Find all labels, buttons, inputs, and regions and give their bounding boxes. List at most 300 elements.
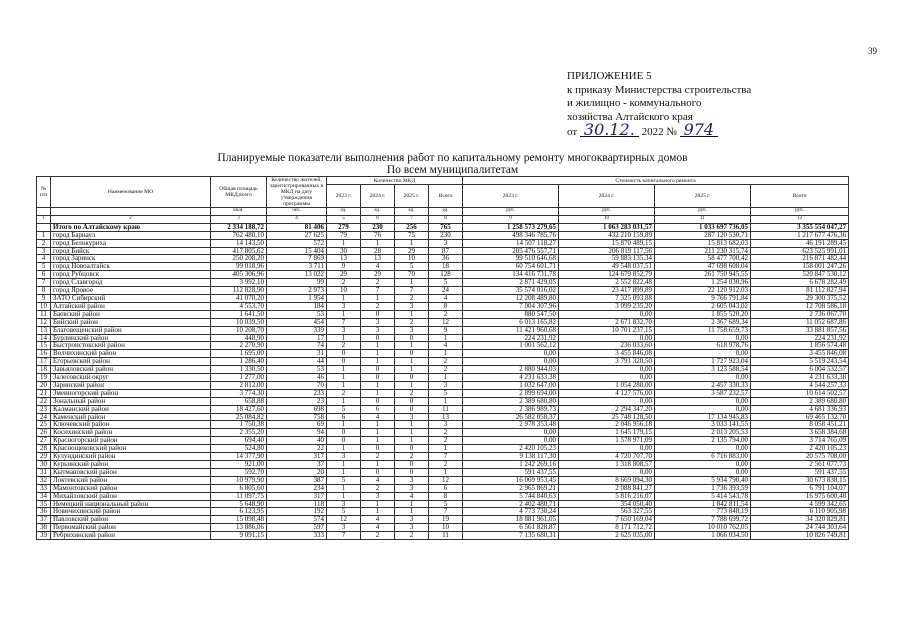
- table-cell: 79: [327, 231, 361, 239]
- header-count-2023: 2023 г.: [327, 185, 361, 208]
- table-cell: 1 217 677 476,36: [751, 231, 849, 239]
- table-cell: 19: [37, 374, 51, 382]
- table-cell: 1: [361, 508, 395, 516]
- table-cell: 0,00: [559, 366, 655, 374]
- table-cell: 1: [327, 381, 361, 389]
- table-cell: 694,40: [211, 437, 267, 445]
- table-cell: 1: [395, 358, 429, 366]
- table-cell: 28: [37, 445, 51, 453]
- table-cell: 10 208,70: [211, 326, 267, 334]
- table-cell: 38: [37, 524, 51, 532]
- table-cell: 1 954: [267, 294, 327, 302]
- table-cell: руб.: [463, 208, 559, 216]
- table-cell: 10: [37, 302, 51, 310]
- table-cell: 448,90: [211, 334, 267, 342]
- table-cell: 1: [361, 461, 395, 469]
- subtitle-line: По всем муниципалитетам: [386, 164, 519, 176]
- table-cell: 205 476 557,71: [463, 247, 559, 255]
- table-cell: 5: [327, 508, 361, 516]
- table-cell: 5: [327, 405, 361, 413]
- table-cell: 2 880 944,03: [463, 366, 559, 374]
- table-cell: 1 286,40: [211, 358, 267, 366]
- header-area: Общая площадь МКД,всего: [211, 177, 267, 208]
- table-cell: 112 828,90: [211, 287, 267, 295]
- table-cell: 41 070,20: [211, 294, 267, 302]
- table-cell: 53: [267, 366, 327, 374]
- table-cell: 8 171 712,72: [559, 524, 655, 532]
- table-cell: 454: [267, 318, 327, 326]
- table-cell: ед.: [429, 208, 463, 216]
- table-cell: 1: [327, 492, 361, 500]
- table-cell: 3: [361, 326, 395, 334]
- table-cell: 3: [429, 421, 463, 429]
- table-cell: 762 480,10: [211, 231, 267, 239]
- table-cell: 2 088 841,27: [559, 484, 655, 492]
- table-cell: 21: [37, 389, 51, 397]
- table-cell: 6: [429, 484, 463, 492]
- table-cell: 37: [37, 516, 51, 524]
- table-cell: 2: [429, 429, 463, 437]
- table-cell: 20: [267, 468, 327, 476]
- table-cell: Быстроистокский район: [51, 342, 211, 350]
- table-cell: 4: [361, 413, 395, 421]
- table-cell: 24: [37, 413, 51, 421]
- table-cell: 2 973: [267, 287, 327, 295]
- table-cell: Завьяловский район: [51, 366, 211, 374]
- table-cell: 9 766 791,84: [655, 294, 751, 302]
- table-cell: 76: [361, 231, 395, 239]
- header-cost-total: Всего: [751, 185, 849, 208]
- table-row: [37, 445, 849, 453]
- table-cell: 1 855 520,20: [655, 310, 751, 318]
- table-cell: 317: [267, 492, 327, 500]
- table-cell: 35: [37, 500, 51, 508]
- table-cell: 31: [37, 468, 51, 476]
- table-cell: 3: [395, 524, 429, 532]
- table-cell: 99: [267, 279, 327, 287]
- table-cell: 3 123 588,54: [655, 366, 751, 374]
- table-cell: 4 127 576,00: [559, 389, 655, 397]
- table-cell: 0,00: [655, 405, 751, 413]
- table-cell: 2 420 105,23: [463, 445, 559, 453]
- table-cell: 4 773 730,24: [463, 508, 559, 516]
- table-cell: 0: [395, 374, 429, 382]
- table-cell: 5 519 243,54: [751, 358, 849, 366]
- table-cell: 99 018,96: [211, 263, 267, 271]
- table-cell: 22: [267, 445, 327, 453]
- table-cell: 3: [429, 381, 463, 389]
- table-row: [37, 239, 849, 247]
- table-cell: 1 330,50: [211, 366, 267, 374]
- table-cell: 10 039,50: [211, 318, 267, 326]
- table-cell: 758: [267, 413, 327, 421]
- table-cell: 0,00: [655, 334, 751, 342]
- table-cell: 0: [395, 468, 429, 476]
- table-cell: 1: [395, 381, 429, 389]
- table-cell: 14 143,50: [211, 239, 267, 247]
- table-cell: 13: [429, 413, 463, 421]
- table-cell: 224 231,92: [751, 334, 849, 342]
- table-cell: 128: [429, 271, 463, 279]
- table-cell: 387: [267, 476, 327, 484]
- table-cell: 6: [327, 413, 361, 421]
- table-cell: город Новоалтайск: [51, 263, 211, 271]
- table-cell: 250 208,20: [211, 255, 267, 263]
- table-cell: 8 058 451,21: [751, 421, 849, 429]
- table-cell: 16: [37, 350, 51, 358]
- table-cell: 14 377,90: [211, 453, 267, 461]
- table-cell: 3 791 320,50: [559, 358, 655, 366]
- table-cell: 7 650 169,04: [559, 516, 655, 524]
- table-cell: 256: [395, 223, 429, 231]
- table-cell: 3: [361, 318, 395, 326]
- table-cell: 7: [37, 279, 51, 287]
- table-cell: 2 561 077,73: [751, 461, 849, 469]
- table-cell: 4: [267, 215, 327, 223]
- table-cell: 5: [37, 263, 51, 271]
- table-cell: 1 645 179,15: [559, 429, 655, 437]
- table-row: [37, 429, 849, 437]
- table-cell: 17 134 945,83: [655, 413, 751, 421]
- table-cell: 39: [37, 532, 51, 540]
- table-cell: 18: [429, 263, 463, 271]
- table-cell: 44: [267, 358, 327, 366]
- table-cell: 498 346 785,76: [463, 231, 559, 239]
- table-cell: 11 097,75: [211, 492, 267, 500]
- table-cell: 2: [327, 389, 361, 397]
- table-cell: 10: [559, 215, 655, 223]
- table-cell: 1: [395, 508, 429, 516]
- table-cell: 1: [361, 437, 395, 445]
- table-cell: 2: [429, 461, 463, 469]
- table-cell: 0,00: [463, 350, 559, 358]
- table-cell: 12: [429, 318, 463, 326]
- table-cell: 12: [327, 516, 361, 524]
- table-cell: 10: [395, 255, 429, 263]
- table-cell: 2: [327, 342, 361, 350]
- table-cell: 94: [267, 429, 327, 437]
- table-cell: 236 033,60: [559, 342, 655, 350]
- table-cell: 0: [361, 310, 395, 318]
- table-cell: [51, 208, 211, 216]
- table-cell: 1: [327, 374, 361, 382]
- table-cell: 0: [395, 405, 429, 413]
- table-cell: 417 805,62: [211, 247, 267, 255]
- table-cell: 0: [327, 429, 361, 437]
- table-cell: 7: [361, 287, 395, 295]
- table-cell: 1: [395, 366, 429, 374]
- table-cell: 30: [327, 247, 361, 255]
- table-cell: 2 625 035,00: [559, 532, 655, 540]
- table-cell: 206 819 117,56: [559, 247, 655, 255]
- table-cell: 1 277,00: [211, 374, 267, 382]
- table-cell: 27: [37, 437, 51, 445]
- table-cell: 18: [37, 366, 51, 374]
- table-cell: Зональный район: [51, 397, 211, 405]
- table-cell: 1: [395, 421, 429, 429]
- table-cell: 2: [361, 302, 395, 310]
- table-cell: 0,00: [655, 350, 751, 358]
- table-cell: 698: [267, 405, 327, 413]
- table-cell: 81 406: [267, 223, 327, 231]
- table-cell: 33 881 857,56: [751, 326, 849, 334]
- table-cell: 1: [361, 342, 395, 350]
- table-cell: 134 416 731,78: [463, 271, 559, 279]
- table-cell: 0: [361, 397, 395, 405]
- table-cell: 36: [37, 508, 51, 516]
- table-cell: ЗАТО Сибирский: [51, 294, 211, 302]
- appendix-title: ПРИЛОЖЕНИЕ 5: [567, 70, 652, 82]
- table-cell: 29: [327, 271, 361, 279]
- table-cell: 921,00: [211, 461, 267, 469]
- table-cell: 2: [395, 389, 429, 397]
- table-cell: 1: [327, 421, 361, 429]
- table-cell: 0,00: [463, 358, 559, 366]
- table-cell: [37, 208, 51, 216]
- handwritten-number: 974: [680, 124, 719, 137]
- table-cell: 2: [51, 215, 211, 223]
- table-cell: 7 325 093,88: [559, 294, 655, 302]
- table-cell: 35 574 016,02: [463, 287, 559, 295]
- table-cell: 7 135 680,31: [463, 532, 559, 540]
- table-body: [37, 208, 849, 540]
- table-cell: 1: [429, 350, 463, 358]
- table-cell: Красногорский район: [51, 437, 211, 445]
- table-cell: 1 063 283 031,57: [559, 223, 655, 231]
- table-cell: 11: [655, 215, 751, 223]
- year: 2022: [641, 126, 664, 138]
- table-cell: 27 625: [267, 231, 327, 239]
- table-cell: 1 750,38: [211, 421, 267, 429]
- table-cell: 0: [395, 350, 429, 358]
- table-cell: 1: [429, 445, 463, 453]
- table-cell: 31: [267, 350, 327, 358]
- table-header: [37, 177, 849, 208]
- table-cell: 5: [327, 215, 361, 223]
- header-cost-2023: 2023 г.: [463, 185, 559, 208]
- table-row: [37, 532, 849, 540]
- table-cell: 2 294 347,20: [559, 405, 655, 413]
- table-cell: 1: [361, 350, 395, 358]
- table-cell: Заринский район: [51, 381, 211, 389]
- table-cell: 0: [361, 468, 395, 476]
- table-cell: 3: [429, 239, 463, 247]
- table-cell: Кытмановский район: [51, 468, 211, 476]
- table-row: [37, 500, 849, 508]
- title-line: Планируемые показатели выполнения работ по капитальному ремонту многоквартирных домов: [217, 152, 688, 164]
- table-row: [37, 381, 849, 389]
- table-cell: 0,00: [463, 429, 559, 437]
- table-cell: 2 367 689,34: [655, 318, 751, 326]
- table-row: [37, 287, 849, 295]
- table-cell: 7: [429, 453, 463, 461]
- table-cell: 623 525 991,01: [751, 247, 849, 255]
- table-cell: руб.: [751, 208, 849, 216]
- units-row: [37, 208, 849, 216]
- table-cell: 591 437,55: [751, 468, 849, 476]
- table-cell: 24 744 303,64: [751, 524, 849, 532]
- table-cell: 2: [429, 366, 463, 374]
- table-cell: Кулундинский район: [51, 453, 211, 461]
- table-cell: 1: [327, 294, 361, 302]
- table-cell: 211 230 315,74: [655, 247, 751, 255]
- table-cell: 4: [361, 524, 395, 532]
- table-cell: 5 414 543,78: [655, 492, 751, 500]
- table-cell: 1: [395, 500, 429, 508]
- table-cell: 1 001 562,12: [463, 342, 559, 350]
- table-cell: 69: [267, 421, 327, 429]
- table-cell: 520 847 530,12: [751, 271, 849, 279]
- table-cell: 18 881 961,05: [463, 516, 559, 524]
- table-cell: 1: [327, 461, 361, 469]
- table-cell: руб.: [655, 208, 751, 216]
- table-cell: 20 575 708,00: [751, 453, 849, 461]
- table-cell: 2 899 694,00: [463, 389, 559, 397]
- table-cell: 4: [395, 492, 429, 500]
- table-row: [37, 366, 849, 374]
- table-cell: 1: [327, 310, 361, 318]
- table-cell: 2: [327, 279, 361, 287]
- table-cell: 216 871 482,44: [751, 255, 849, 263]
- table-cell: 4: [429, 294, 463, 302]
- table-cell: 8 669 094,30: [559, 476, 655, 484]
- table-cell: 3: [211, 215, 267, 223]
- table-cell: 1: [37, 231, 51, 239]
- table-cell: 12 208 489,80: [463, 294, 559, 302]
- table-cell: 1 033 697 736,05: [655, 223, 751, 231]
- table-cell: 0: [395, 461, 429, 469]
- table-cell: 4: [429, 342, 463, 350]
- table-cell: 10 614 502,57: [751, 389, 849, 397]
- table-cell: 3: [395, 326, 429, 334]
- table-cell: 2 355,20: [211, 429, 267, 437]
- table-cell: 13: [37, 326, 51, 334]
- table-cell: 58 477 700,42: [655, 255, 751, 263]
- table-row: [37, 342, 849, 350]
- table-cell: 2 046 956,18: [559, 421, 655, 429]
- table-cell: 0,00: [655, 445, 751, 453]
- table-cell: 880 547,50: [463, 310, 559, 318]
- table-cell: 2: [361, 532, 395, 540]
- table-row: [37, 231, 849, 239]
- table-cell: ед.: [327, 208, 361, 216]
- table-cell: 34 320 829,81: [751, 516, 849, 524]
- table-cell: 6 013 165,82: [463, 318, 559, 326]
- table-cell: 773 848,19: [655, 508, 751, 516]
- table-cell: 2: [395, 532, 429, 540]
- table-cell: 3: [327, 326, 361, 334]
- table-cell: 3 099 235,20: [559, 302, 655, 310]
- header-mo: Наименование МО: [51, 177, 211, 208]
- table-cell: 261 750 945,55: [655, 271, 751, 279]
- table-cell: 70: [267, 381, 327, 389]
- table-cell: 9 091,15: [211, 532, 267, 540]
- table-cell: 0: [327, 358, 361, 366]
- table-row: [37, 334, 849, 342]
- table-cell: 7: [395, 215, 429, 223]
- table-cell: город Барнаул: [51, 231, 211, 239]
- table-cell: 1: [327, 366, 361, 374]
- table-cell: 87: [429, 247, 463, 255]
- table-cell: 2 402 480,71: [463, 500, 559, 508]
- table-cell: 8: [37, 287, 51, 295]
- table-cell: 12: [37, 318, 51, 326]
- table-cell: 15 813 682,03: [655, 239, 751, 247]
- table-cell: 7 788 699,72: [655, 516, 751, 524]
- table-cell: 9 138 117,30: [463, 453, 559, 461]
- table-cell: 47 698 608,04: [655, 263, 751, 271]
- table-cell: Бурлинский район: [51, 334, 211, 342]
- table-cell: 3: [395, 516, 429, 524]
- table-cell: 4 553,70: [211, 302, 267, 310]
- table-cell: город Бийск: [51, 247, 211, 255]
- table-cell: 13: [361, 255, 395, 263]
- table-cell: 1 842 811,54: [655, 500, 751, 508]
- table-cell: Баевский район: [51, 310, 211, 318]
- header-count-2024: 2024 г.: [361, 185, 395, 208]
- table-cell: Змеиногорский район: [51, 389, 211, 397]
- table-cell: город Яровое: [51, 287, 211, 295]
- table-cell: 0: [361, 366, 395, 374]
- table-cell: 1: [361, 239, 395, 247]
- table-cell: 2: [429, 358, 463, 366]
- table-cell: 6: [361, 405, 395, 413]
- table-cell: 279: [327, 223, 361, 231]
- table-cell: 1 258 573 279,65: [463, 223, 559, 231]
- table-cell: 5 934 790,40: [655, 476, 751, 484]
- table-cell: 1: [361, 421, 395, 429]
- table-cell: 2: [429, 437, 463, 445]
- table-cell: 5: [429, 279, 463, 287]
- table-cell: 0,00: [559, 310, 655, 318]
- table-cell: 10 826 749,81: [751, 532, 849, 540]
- table-cell: 618 978,76: [655, 342, 751, 350]
- table-cell: 46: [267, 374, 327, 382]
- table-cell: 0: [327, 437, 361, 445]
- table-cell: 37: [267, 461, 327, 469]
- table-cell: 2 605 043,02: [655, 302, 751, 310]
- table-cell: 33: [37, 484, 51, 492]
- table-cell: 99 510 646,68: [463, 255, 559, 263]
- table-cell: 0: [395, 445, 429, 453]
- table-cell: 6 678 282,49: [751, 279, 849, 287]
- table-cell: 5 744 840,63: [463, 492, 559, 500]
- table-cell: 1 054 280,00: [559, 381, 655, 389]
- table-cell: 0,00: [559, 334, 655, 342]
- table-cell: 8: [429, 302, 463, 310]
- table-cell: 2: [361, 453, 395, 461]
- header-cost-group: Стоимость капитального ремонта: [463, 177, 849, 185]
- table-cell: 6 123,95: [211, 508, 267, 516]
- table-cell: 7: [429, 508, 463, 516]
- table-cell: 11: [429, 405, 463, 413]
- table-cell: Михайловский район: [51, 492, 211, 500]
- table-cell: 30 673 838,15: [751, 476, 849, 484]
- table-cell: 0,00: [463, 437, 559, 445]
- table-cell: 1: [429, 397, 463, 405]
- table-cell: 1: [395, 342, 429, 350]
- table-cell: 354 050,40: [559, 500, 655, 508]
- table-cell: 4 544 257,33: [751, 381, 849, 389]
- table-cell: 29: [395, 247, 429, 255]
- table-cell: 1: [395, 279, 429, 287]
- table-cell: 1 736 393,59: [655, 484, 751, 492]
- table-row: [37, 326, 849, 334]
- table-cell: 9: [429, 326, 463, 334]
- table-cell: 7: [327, 532, 361, 540]
- table-cell: Краснощековский район: [51, 445, 211, 453]
- table-cell: Курьинский район: [51, 461, 211, 469]
